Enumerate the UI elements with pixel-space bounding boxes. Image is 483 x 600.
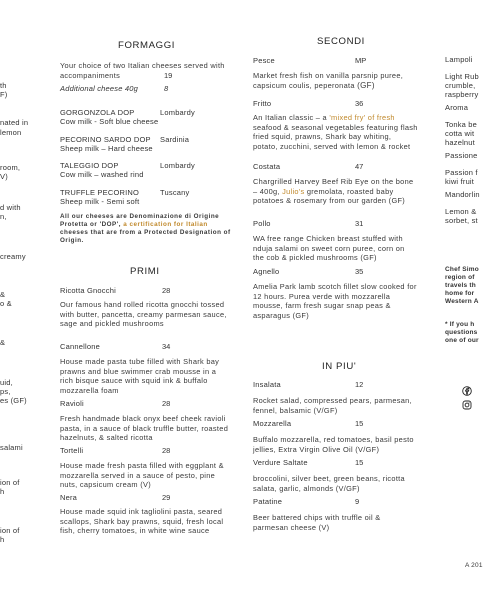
right-fragment: questions: [445, 329, 478, 336]
left-fragment: ion of: [0, 526, 20, 535]
left-fragment: h: [0, 535, 5, 544]
primi-item-desc: House made pasta tube filled with Shark bay prawns and blue swimmer crab mousse in a rich bisque sauce with squid ink & buffalo mozzarella foam: [60, 357, 220, 395]
in-piu-item-desc: broccolini, silver beet, green beans, ricotta salata, garlic, almonds (V/GF): [253, 474, 405, 493]
cheese-name: TALEGGIO DOP: [60, 161, 119, 170]
left-fragment: es (GF): [0, 396, 27, 405]
right-fragment: Passione: [445, 151, 478, 160]
cheese-name: PECORINO SARDO DOP: [60, 135, 151, 144]
right-fragment: home for: [445, 290, 475, 297]
fritto-desc-b: 'mixed fry' of fresh: [329, 113, 395, 122]
right-fragment: travels th: [445, 282, 476, 289]
right-fragment: Passion f: [445, 168, 478, 177]
primi-heading: PRIMI: [130, 266, 160, 277]
cheese-name: GORGONZOLA DOP: [60, 108, 135, 117]
right-fragment: A 201: [465, 562, 483, 569]
left-fragment: o &: [0, 299, 12, 308]
left-column-fragments: [0, 0, 40, 600]
left-fragment: n,: [0, 212, 7, 221]
in-piu-item-desc: Rocket salad, compressed pears, parmesan, fennel, balsamic (V/GF): [253, 396, 412, 415]
primi-item-desc: Our famous hand rolled ricotta gnocchi tossed with butter, pancetta, creamy parmesan sauce, sage and pickled mushrooms: [60, 300, 227, 329]
fritto-desc-c: seafood & seasonal vegetables featuring flash fried squid, prawns, Shark bay whiting, potato, zucchini, served with lemon & rocket: [253, 122, 418, 151]
facebook-icon[interactable]: [462, 386, 472, 396]
secondi-item-desc: [253, 113, 418, 151]
in-piu-item-name: Mozzarella: [253, 419, 292, 428]
secondi-item-name: Agnello: [253, 267, 280, 276]
cheese-desc: Cow milk – washed rind: [60, 170, 144, 179]
costata-desc-b: Julio's: [282, 186, 305, 196]
left-fragment: uid,: [0, 378, 13, 387]
left-fragment: &: [0, 290, 6, 299]
cheese-region: Lombardy: [160, 108, 195, 117]
dop-note-c: cheeses that are from a Protected Designation of Origin.: [60, 228, 231, 244]
primi-item-name: Ravioli: [60, 399, 84, 408]
left-fragment: salami: [0, 443, 23, 452]
in-piu-item-name: Insalata: [253, 380, 281, 389]
cheese-desc: Sheep milk – Hard cheese: [60, 144, 153, 153]
left-fragment: V): [0, 172, 8, 181]
primi-item-desc: House made fresh pasta filled with eggplant & mozzarella served in a sauce of pesto, pine nuts, capsicum cream (V): [60, 461, 224, 490]
secondi-item-price: 47: [355, 162, 364, 171]
formaggi-intro-price: 19: [164, 71, 173, 80]
primi-item-desc: House made squid ink tagliolini pasta, seared scallops, Shark bay prawns, squid, fresh local fish, cherry tomatoes, in white wine sauce: [60, 507, 224, 536]
primi-item-price: 34: [162, 342, 171, 351]
right-fragment: cotta wit: [445, 129, 475, 138]
formaggi-dop-note: [60, 213, 235, 245]
in-piu-item-price: 12: [355, 380, 364, 389]
primi-item-name: Nera: [60, 493, 78, 502]
right-fragment: Lampoli: [445, 55, 473, 64]
left-fragment: lemon: [0, 128, 22, 137]
pesce-gf: (GF): [357, 80, 375, 90]
left-fragment: ps,: [0, 387, 11, 396]
cheese-region: Tuscany: [160, 188, 190, 197]
cheese-desc: Sheep milk - Semi soft: [60, 197, 140, 206]
costata-desc-c: gremolata, roasted baby potatoes & rosemary from our garden (GF): [253, 186, 406, 206]
cheese-region: Sardinia: [160, 135, 190, 144]
cheese-desc: Cow milk - Soft blue cheese: [60, 117, 159, 126]
formaggi-additional: Additional cheese 40g: [60, 84, 139, 93]
right-fragment: Light Rub: [445, 72, 479, 81]
secondi-item-price: 35: [355, 267, 364, 276]
dop-note-a: All our cheeses are Denominazione di Origine Protetta or 'DOP',: [60, 213, 220, 228]
right-fragment: region of: [445, 274, 475, 281]
secondi-item-price: MP: [355, 56, 367, 65]
right-fragment: Aroma: [445, 103, 469, 112]
right-fragment: kiwi fruit: [445, 177, 475, 186]
right-fragment: Chef Simo: [445, 266, 479, 273]
in-piu-item-desc: Buffalo mozzarella, red tomatoes, basil pesto jellies, Extra Virgin Olive Oil (V/GF): [253, 435, 414, 454]
left-fragment: F): [0, 90, 8, 99]
costata-desc-a: Chargrilled Harvey Beef Rib Eye on the bone – 400g,: [253, 177, 414, 196]
in-piu-item-price: 15: [355, 458, 364, 467]
secondi-item-desc: [253, 71, 418, 90]
formaggi-intro: Your choice of two Italian cheeses served with accompaniments: [60, 61, 225, 80]
right-fragment: sorbet, st: [445, 216, 478, 225]
in-piu-item-price: 15: [355, 419, 364, 428]
left-fragment: ion of: [0, 478, 20, 487]
right-fragment: crumble,: [445, 81, 476, 90]
secondi-heading: SECONDI: [317, 36, 365, 47]
left-fragment: &: [0, 338, 6, 347]
primi-item-price: 28: [162, 286, 171, 295]
cheese-name: TRUFFLE PECORINO: [60, 188, 140, 197]
formaggi-additional-price: 8: [164, 84, 169, 93]
fritto-desc-a: An Italian classic – a: [253, 113, 327, 122]
right-fragment: * If you h: [445, 321, 475, 328]
in-piu-heading: IN PIU': [322, 361, 357, 372]
right-fragment: one of our: [445, 337, 479, 344]
left-fragment: d with: [0, 203, 21, 212]
secondi-item-desc: [253, 177, 418, 206]
cheese-region: Lombardy: [160, 161, 195, 170]
secondi-item-price: 31: [355, 219, 364, 228]
primi-item-price: 29: [162, 493, 171, 502]
primi-item-name: Cannellone: [60, 342, 100, 351]
right-column-fragments: [445, 0, 483, 600]
in-piu-item-name: Verdure Saltate: [253, 458, 308, 467]
primi-item-price: 28: [162, 399, 171, 408]
secondi-item-name: Fritto: [253, 99, 272, 108]
in-piu-item-desc: Beer battered chips with truffle oil & parmesan cheese (V): [253, 513, 381, 532]
secondi-item-name: Costata: [253, 162, 281, 171]
secondi-item-name: Pollo: [253, 219, 271, 228]
right-fragment: Lemon &: [445, 207, 477, 216]
in-piu-item-price: 9: [355, 497, 360, 506]
primi-item-price: 28: [162, 446, 171, 455]
pesce-desc: Market fresh fish on vanilla parsnip puree, capsicum coulis, peperonata: [253, 71, 404, 90]
left-fragment: h: [0, 487, 5, 496]
primi-item-name: Tortelli: [60, 446, 84, 455]
right-fragment: raspberry: [445, 90, 479, 99]
primi-item-name: Ricotta Gnocchi: [60, 286, 116, 295]
secondi-item-desc: WA free range Chicken breast stuffed with nduja salami on sweet corn puree, corn on the cob & pickled mushrooms (GF): [253, 234, 405, 263]
left-fragment: nated in: [0, 118, 29, 127]
secondi-item-desc: Amelia Park lamb scotch fillet slow cooked for 12 hours. Purea verde with mozzarella mousse, farm fresh sugar snap peas & asparagus (GF): [253, 282, 417, 320]
right-fragment: hazelnut: [445, 138, 475, 147]
formaggi-heading: FORMAGGI: [118, 40, 176, 51]
right-fragment: Mandorlin: [445, 190, 480, 199]
left-fragment: th: [0, 81, 7, 90]
right-fragment: Tonka be: [445, 120, 478, 129]
dop-note-b: a certification for Italian: [123, 220, 208, 228]
left-fragment: creamy: [0, 252, 26, 261]
secondi-item-price: 36: [355, 99, 364, 108]
left-fragment: room,: [0, 163, 21, 172]
instagram-icon[interactable]: [462, 400, 472, 410]
secondi-item-name: Pesce: [253, 56, 275, 65]
primi-item-desc: Fresh handmade black onyx beef cheek ravioli pasta, in a sauce of black truffle butter, roasted hazelnuts, & salted ricotta: [60, 414, 229, 443]
right-fragment: Western A: [445, 298, 479, 305]
in-piu-item-name: Patatine: [253, 497, 283, 506]
